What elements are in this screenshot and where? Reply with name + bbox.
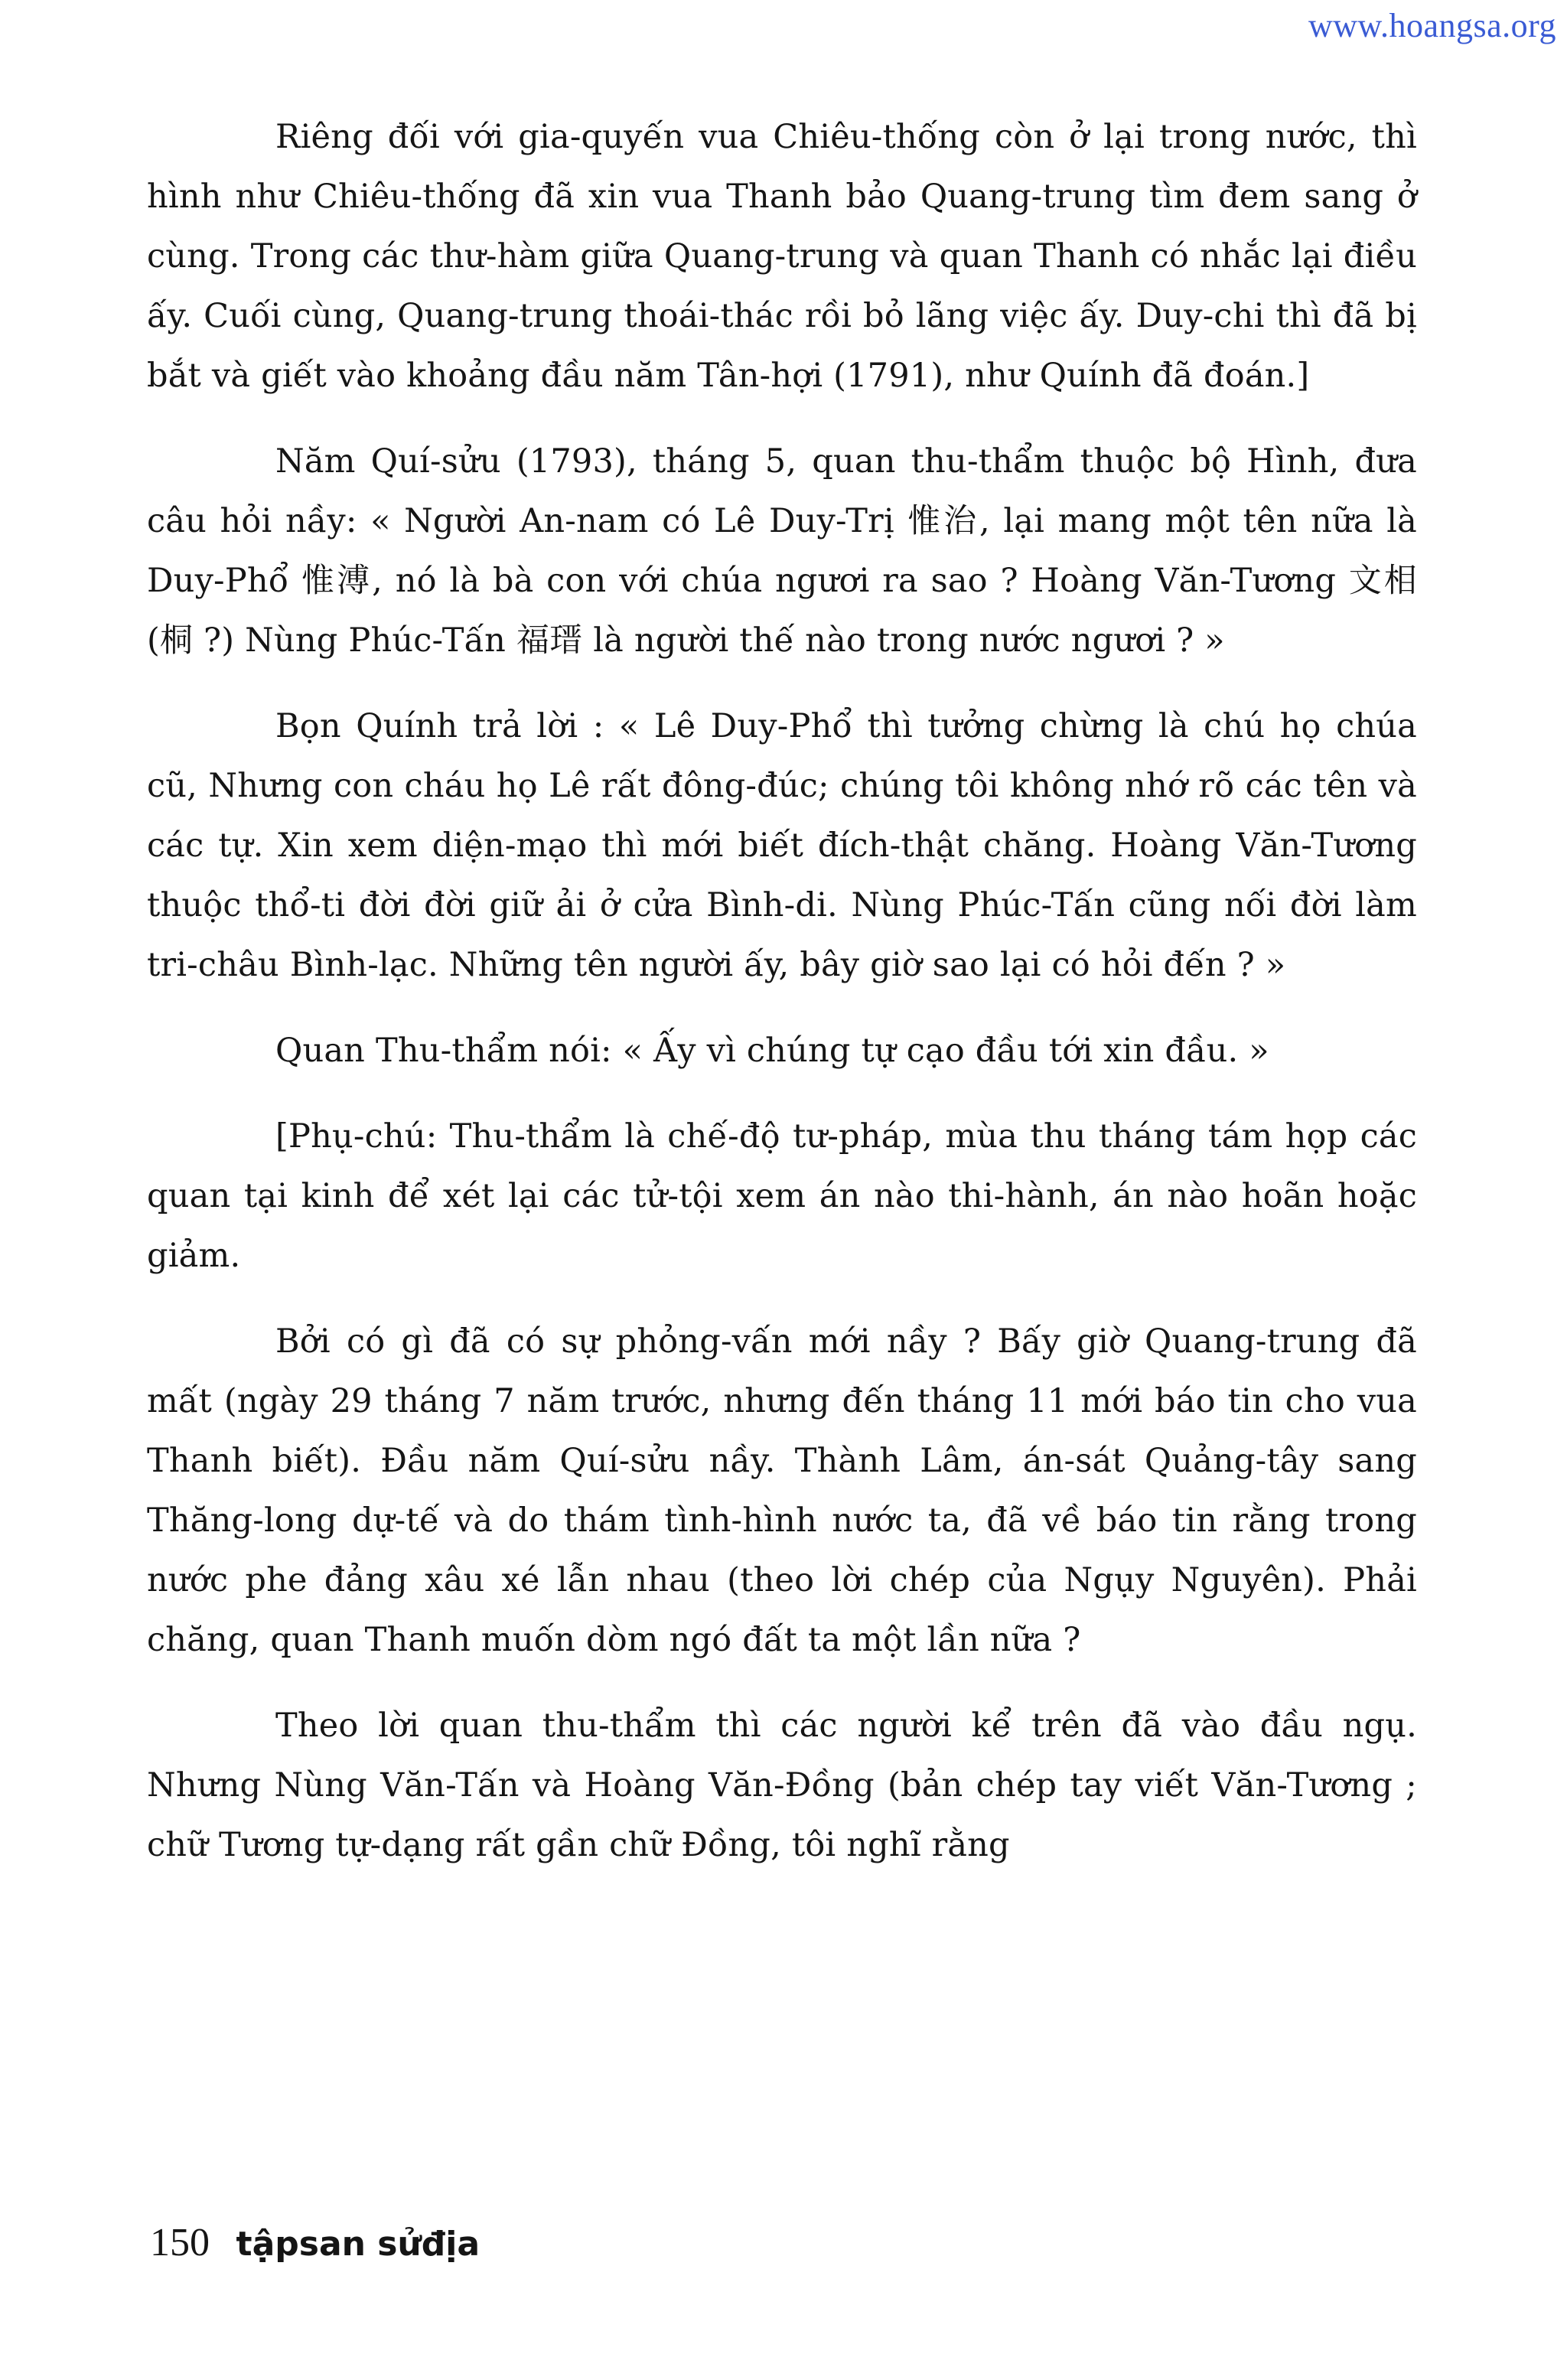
page-body	[147, 107, 1417, 1901]
paragraph-family-of-chieu-thong: Riêng đối với gia-quyến vua Chiêu-thống còn ở lại trong nước, thì hình như Chiêu-thống đã xin vua Thanh bảo Quang-trung tìm đem sang ở cùng. Trong các thư-hàm giữa Quang-trung và quan Thanh có nhắc lại điều ấy. Cuối cùng, Quang-trung thoái-thác rồi bỏ lãng việc ấy. Duy-chi thì đã bị bắt và giết vào khoảng đầu năm Tân-hợi (1791), như Quính đã đoán.]	[147, 118, 1417, 395]
paragraph-according-to-thu-tham: Theo lời quan thu-thẩm thì các người kể trên đã vào đầu ngụ. Nhưng Nùng Văn-Tấn và Hoàng Văn-Đồng (bản chép tay viết Văn-Tương ; chữ Tương tự-dạng rất gần chữ Đồng, tôi nghĩ rằng	[147, 1707, 1417, 1864]
paragraph-thu-tham-reply: Quan Thu-thẩm nói: « Ấy vì chúng tự cạo đầu tới xin đầu. »	[275, 1032, 1269, 1070]
paragraph-question-quy-suu: Năm Quí-sửu (1793), tháng 5, quan thu-thẩm thuộc bộ Hình, đưa câu hỏi nầy: « Người An-nam có Lê Duy-Trị 惟治, lại mang một tên nữa là Duy-Phổ 惟溥, nó là bà con với chúa ngươi ra sao ? Hoàng Văn-Tương 文相 (桐 ?) Nùng Phúc-Tấn 福瑨 là người thế nào trong nước ngươi ? »	[147, 442, 1417, 660]
paragraph-footnote-phu-chu: [Phụ-chú: Thu-thẩm là chế-độ tư-pháp, mùa thu tháng tám họp các quan tại kinh để xét lại các tử-tội xem án nào thi-hành, án nào hoãn hoặc giảm.	[147, 1117, 1417, 1275]
paragraph-why-interview: Bởi có gì đã có sự phỏng-vấn mới nầy ? Bấy giờ Quang-trung đã mất (ngày 29 tháng 7 năm trước, nhưng đến tháng 11 mới báo tin cho vua Thanh biết). Đầu năm Quí-sửu nầy. Thành Lâm, án-sát Quảng-tây sang Thăng-long dự-tế và do thám tình-hình nước ta, đã về báo tin rằng trong nước phe đảng xâu xé lẫn nhau (theo lời chép của Ngụy Nguyên). Phải chăng, quan Thanh muốn dòm ngó đất ta một lần nữa ?	[147, 1322, 1417, 1659]
page-number: 150	[150, 2221, 210, 2264]
journal-name: tậpsan sửđịa	[236, 2225, 481, 2264]
watermark-url: www.hoangsa.org	[1308, 7, 1556, 44]
page-footer	[150, 2219, 480, 2265]
paragraph-answer-quinh: Bọn Quính trả lời : « Lê Duy-Phổ thì tưởng chừng là chú họ chúa cũ, Nhưng con cháu họ Lê rất đông-đúc; chúng tôi không nhớ rõ các tên và các tự. Xin xem diện-mạo thì mới biết đích-thật chăng. Hoàng Văn-Tương thuộc thổ-ti đời đời giữ ải ở cửa Bình-di. Nùng Phúc-Tấn cũng nối đời làm tri-châu Bình-lạc. Những tên người ấy, bây giờ sao lại có hỏi đến ? »	[147, 707, 1417, 984]
